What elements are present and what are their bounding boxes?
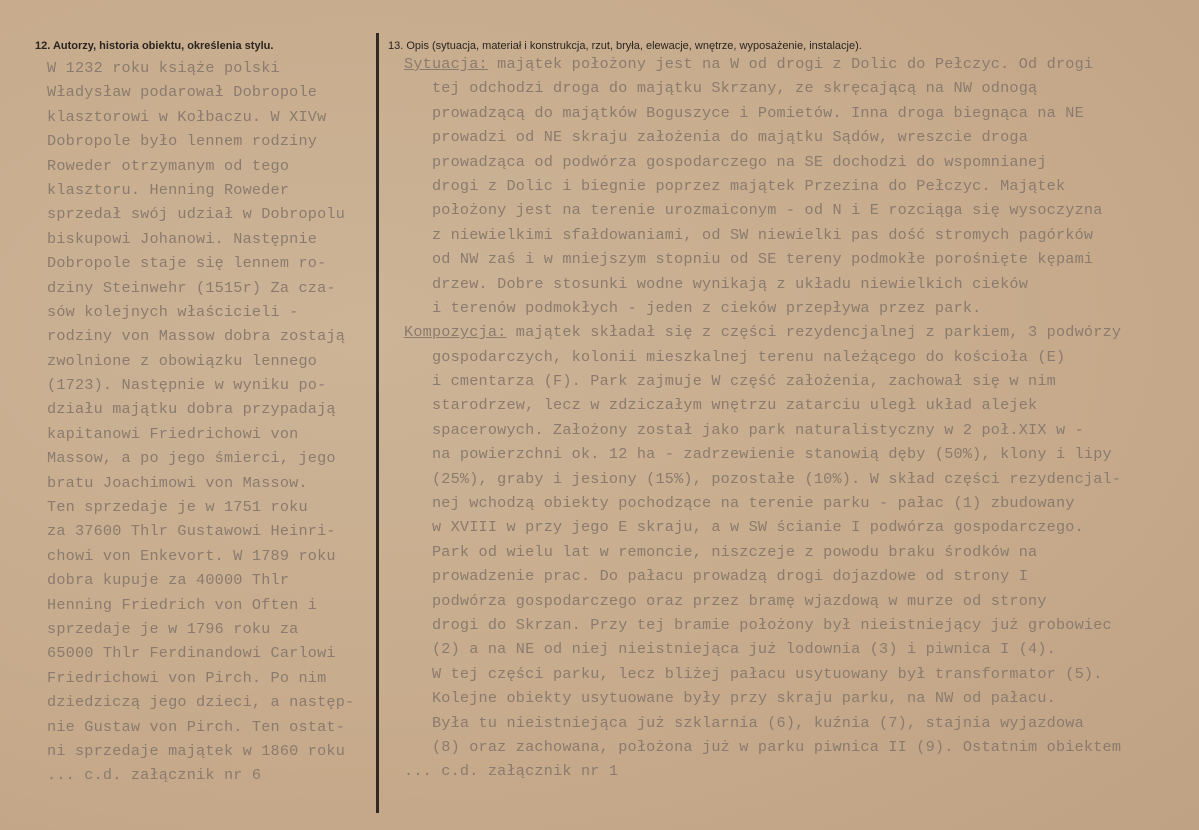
history-line: (1723). Następnie w wyniku po- [47, 376, 327, 395]
description-line-text: i terenów podmokłych - jeden z cieków przepływa przez park. [404, 298, 982, 317]
section-label-sytuacja: Sytuacja: [404, 55, 488, 73]
description-line-text: na powierzchni ok. 12 ha - zadrzewienie stanowią dęby (50%), klony i lipy [404, 445, 1112, 464]
description-line-text: tej odchodzi droga do majątku Skrzany, ze skręcającą na NW odnogą [404, 79, 1038, 98]
history-line: za 37600 Thlr Gustawowi Heinri- [47, 522, 336, 541]
column-divider [376, 33, 379, 813]
history-line: chowi von Enkevort. W 1789 roku [47, 546, 336, 565]
description-line-text: od NW zaś i w mniejszym stopniu od SE tereny podmokłe porośnięte kępami [404, 250, 1094, 269]
description-line [404, 735, 1194, 759]
description-line-text: położony jest na terenie urozmaiconym - od N i E rozciąga się wysoczyzna [404, 201, 1103, 220]
history-line: klasztorowi w Kołbaczu. W XIVw [47, 107, 327, 126]
history-line: kapitanowi Friedrichowi von [47, 424, 299, 443]
heading-description: 13. Opis (sytuacja, materiał i konstrukcja, rzut, bryła, elewacje, wnętrze, wyposażenie, instalacje). [388, 40, 862, 52]
history-line: bratu Joachimowi von Massow. [47, 473, 308, 492]
description-line [404, 662, 1194, 686]
history-line: rodziny von Massow dobra zostają [47, 327, 346, 346]
history-line: Ten sprzedaje je w 1751 roku [47, 498, 308, 517]
description-line [404, 393, 1194, 417]
history-line: Henning Friedrich von Often i [47, 595, 318, 614]
description-line [404, 759, 1194, 783]
description-line [404, 613, 1194, 637]
history-line: dobra kupuje za 40000 Thlr [47, 571, 290, 590]
description-line [404, 540, 1194, 564]
description-line-text: prowadzącą do majątków Boguszyce i Pomietów. Inna droga biegnąca na NE [404, 103, 1084, 122]
description-line-text: nej wchodzą obiekty pochodzące na terenie parku - pałac (1) zbudowany [404, 494, 1075, 513]
history-text [47, 56, 367, 788]
description-line-text: drzew. Dobre stosunki wodne wynikają z układu niewielkich cieków [404, 274, 1029, 293]
description-line-text: Kolejne obiekty usytuowane były przy skraju parku, na NW od pałacu. [404, 689, 1056, 708]
history-line: nie Gustaw von Pirch. Ten ostat- [47, 717, 346, 736]
description-line [404, 369, 1194, 393]
description-line-text: prowadząca od podwórza gospodarczego na SE dochodzi do wspomnianej [404, 152, 1047, 171]
description-line [404, 320, 1194, 344]
history-line: 65000 Thlr Ferdinandowi Carlowi [47, 644, 336, 663]
description-line [404, 272, 1194, 296]
description-line [404, 442, 1194, 466]
description-line [404, 564, 1194, 588]
heading-history: 12. Autorzy, historia obiektu, określenia stylu. [35, 40, 274, 52]
description-text [404, 52, 1194, 784]
history-line: Friedrichowi von Pirch. Po nim [47, 668, 327, 687]
history-line: klasztoru. Henning Roweder [47, 180, 290, 199]
description-line-text: majątek składał się z części rezydencjalnej z parkiem, 3 podwórzy [506, 323, 1122, 342]
description-line-text: drogi do Skrzan. Przy tej bramie położony był nieistniejący już grobowiec [404, 615, 1112, 634]
description-line [404, 515, 1194, 539]
description-line-text: podwórza gospodarczego oraz przez bramę wjazdową w murze od strony [404, 591, 1047, 610]
history-line: Władysław podarował Dobropole [47, 83, 318, 102]
history-line: biskupowi Johanowi. Następnie [47, 229, 318, 248]
description-line-text: W tej części parku, lecz bliżej pałacu usytuowany był transformator (5). [404, 664, 1103, 683]
description-line [404, 76, 1194, 100]
history-line: sprzedał swój udział w Dobropolu [47, 205, 346, 224]
description-line [404, 247, 1194, 271]
history-line: Massow, a po jego śmierci, jego [47, 449, 336, 468]
history-line: ni sprzedaje majątek w 1860 roku [47, 741, 346, 760]
history-line: Dobropole staje się lennem ro- [47, 254, 327, 273]
description-line [404, 174, 1194, 198]
history-line: Dobropole było lennem rodziny [47, 132, 318, 151]
history-line: Roweder otrzymanym od tego [47, 156, 290, 175]
description-line-text: w XVIII w przy jego E skraju, a w SW ścianie I podwórza gospodarczego. [404, 518, 1084, 537]
description-line-text: i cmentarza (F). Park zajmuje W część założenia, zachował się w nim [404, 372, 1056, 391]
history-line: ... c.d. załącznik nr 6 [47, 766, 262, 785]
description-line-text: gospodarczych, kolonii mieszkalnej terenu należącego do kościoła (E) [404, 347, 1066, 366]
description-line [404, 418, 1194, 442]
description-line-text: starodrzew, lecz w zdziczałym wnętrzu zatarciu uległ układ alejek [404, 396, 1038, 415]
description-line-text: prowadzi od NE skraju założenia do majątku Sądów, wreszcie droga [404, 128, 1029, 147]
description-line-text: majątek położony jest na W od drogi z Dolic do Pełczyc. Od drogi [487, 55, 1094, 73]
description-line-text: prowadzenie prac. Do pałacu prowadzą drogi dojazdowe od strony I [404, 567, 1029, 586]
description-line [404, 589, 1194, 613]
description-line-text: spacerowych. Założony został jako park naturalistyczny w 2 poł.XIX w - [404, 420, 1084, 439]
description-line [404, 345, 1194, 369]
description-line-text: (25%), graby i jesiony (15%), pozostałe (10%). W skład części rezydencjal- [404, 469, 1122, 488]
description-line [404, 125, 1194, 149]
history-line: sów kolejnych właścicieli - [47, 302, 299, 321]
description-line [404, 52, 1194, 76]
description-line [404, 491, 1194, 515]
description-line [404, 711, 1194, 735]
description-line-text: drogi z Dolic i biegnie poprzez majątek Przezina do Pełczyc. Majątek [404, 176, 1066, 195]
description-line [404, 101, 1194, 125]
description-line [404, 296, 1194, 320]
description-line [404, 686, 1194, 710]
history-line: W 1232 roku książe polski [47, 59, 280, 77]
description-line-text: ... c.d. załącznik nr 1 [404, 762, 619, 781]
description-line-text: Była tu nieistniejąca już szklarnia (6), kuźnia (7), stajnia wyjazdowa [404, 713, 1084, 732]
history-line: dziedziczą jego dzieci, a następ- [47, 693, 355, 712]
description-line [404, 198, 1194, 222]
description-line-text: Park od wielu lat w remoncie, niszczeje z powodu braku środków na [404, 542, 1038, 561]
section-label-kompozycja: Kompozycja: [404, 323, 507, 342]
description-line-text: (8) oraz zachowana, położona już w parku piwnica II (9). Ostatnim obiektem [404, 737, 1122, 756]
description-line-text: (2) a na NE od niej nieistniejąca już lodownia (3) i piwnica I (4). [404, 640, 1056, 659]
description-line [404, 150, 1194, 174]
history-line: zwolnione z obowiązku lennego [47, 351, 318, 370]
history-line: działu majątku dobra przypadają [47, 400, 336, 419]
description-line-text: z niewielkimi sfałdowaniami, od SW niewielki pas dość stromych pagórków [404, 225, 1094, 244]
history-line: dziny Steinwehr (1515r) Za cza- [47, 278, 336, 297]
description-line [404, 467, 1194, 491]
history-line: sprzedaje je w 1796 roku za [47, 619, 299, 638]
description-line [404, 223, 1194, 247]
description-line [404, 637, 1194, 661]
